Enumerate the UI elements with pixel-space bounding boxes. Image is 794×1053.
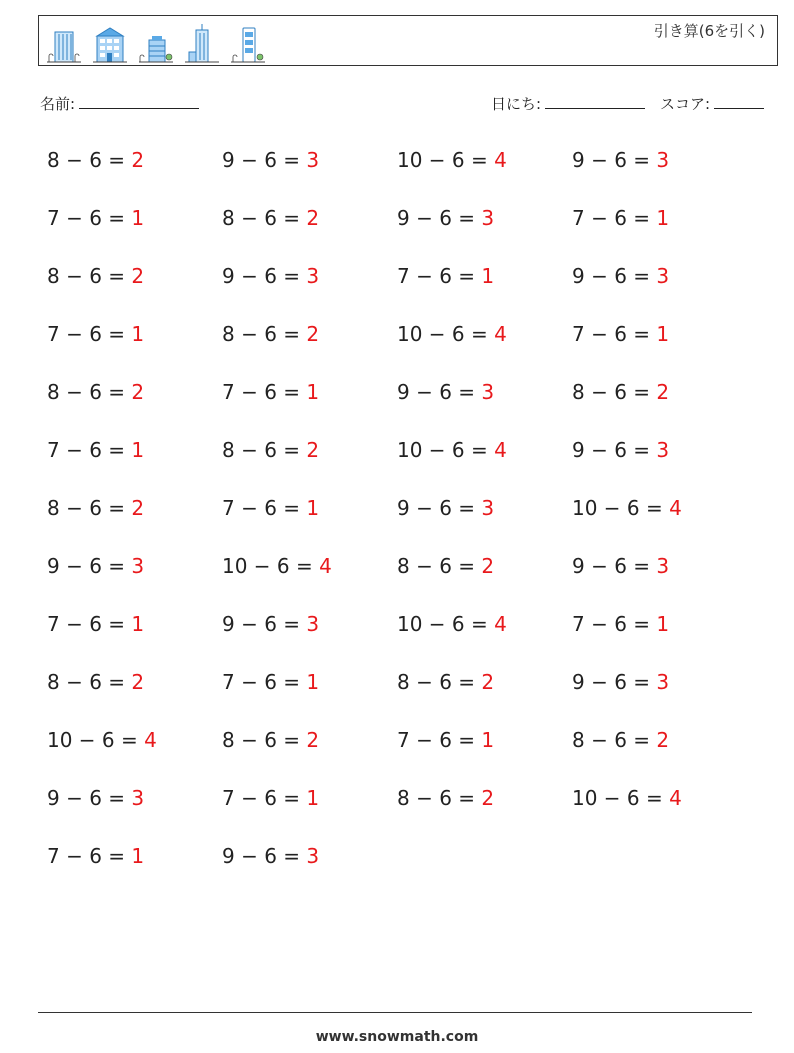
problem-answer: 1 [131, 612, 145, 636]
problem-question: 10 − 6 = [572, 786, 670, 810]
problem-item [397, 380, 494, 404]
problem-answer: 3 [656, 670, 670, 694]
problem-question: 8 − 6 = [222, 206, 307, 230]
problem-item [47, 206, 144, 230]
problem-answer: 3 [481, 380, 495, 404]
problem-question: 7 − 6 = [572, 612, 657, 636]
problem-answer: 2 [131, 148, 145, 172]
problem-question: 9 − 6 = [397, 206, 482, 230]
problem-item [572, 264, 669, 288]
problem-item [397, 264, 494, 288]
problem-answer: 1 [306, 496, 320, 520]
problem-question: 9 − 6 = [222, 264, 307, 288]
problem-item [397, 438, 507, 462]
problem-item [47, 612, 144, 636]
problem-item [572, 496, 682, 520]
problem-question: 10 − 6 = [222, 554, 320, 578]
problem-item [47, 496, 144, 520]
problem-question: 10 − 6 = [572, 496, 670, 520]
problem-item [222, 380, 319, 404]
problem-question: 9 − 6 = [572, 554, 657, 578]
problem-item [222, 206, 319, 230]
problem-answer: 2 [131, 496, 145, 520]
problem-item [397, 554, 494, 578]
problem-answer: 2 [656, 728, 670, 752]
problem-answer: 1 [656, 206, 670, 230]
header-box [38, 15, 778, 66]
score-label: スコア: [660, 95, 711, 113]
problem-question: 8 − 6 = [222, 728, 307, 752]
problem-answer: 3 [131, 786, 145, 810]
problem-question: 7 − 6 = [47, 438, 132, 462]
problem-answer: 2 [131, 670, 145, 694]
problem-answer: 1 [481, 264, 495, 288]
problem-question: 9 − 6 = [222, 844, 307, 868]
problem-answer: 2 [131, 380, 145, 404]
problem-item [222, 844, 319, 868]
problem-question: 7 − 6 = [222, 670, 307, 694]
problem-answer: 4 [494, 322, 507, 346]
problem-answer: 2 [481, 786, 495, 810]
problem-item [47, 670, 144, 694]
problem-question: 9 − 6 = [397, 380, 482, 404]
problem-question: 9 − 6 = [222, 148, 307, 172]
problem-item [572, 786, 682, 810]
problem-answer: 2 [131, 264, 145, 288]
problem-item [572, 148, 669, 172]
problem-item [47, 264, 144, 288]
problem-item [222, 264, 319, 288]
problem-item [222, 728, 319, 752]
date-field [491, 93, 645, 114]
problem-question: 9 − 6 = [572, 670, 657, 694]
problem-item [397, 728, 494, 752]
problem-item [47, 438, 144, 462]
problem-question: 7 − 6 = [222, 496, 307, 520]
problem-question: 10 − 6 = [397, 322, 495, 346]
problem-answer: 3 [306, 148, 320, 172]
problem-item [222, 554, 332, 578]
problem-question: 9 − 6 = [572, 264, 657, 288]
problem-question: 8 − 6 = [397, 786, 482, 810]
problem-question: 10 − 6 = [397, 148, 495, 172]
score-blank[interactable] [714, 94, 764, 109]
problem-item [47, 728, 157, 752]
problem-answer: 1 [131, 206, 145, 230]
problem-item [572, 438, 669, 462]
problem-answer: 1 [306, 786, 320, 810]
problem-item [397, 670, 494, 694]
problem-item [572, 612, 669, 636]
problem-item [572, 728, 669, 752]
problem-question: 8 − 6 = [47, 148, 132, 172]
problem-answer: 1 [306, 670, 320, 694]
problem-item [397, 322, 507, 346]
problem-answer: 3 [481, 496, 495, 520]
problem-question: 8 − 6 = [572, 380, 657, 404]
problem-question: 10 − 6 = [47, 728, 145, 752]
problem-answer: 3 [656, 148, 670, 172]
name-label: 名前: [40, 95, 76, 113]
problem-item [397, 148, 507, 172]
problem-answer: 2 [656, 380, 670, 404]
problem-item [47, 844, 144, 868]
problem-question: 9 − 6 = [572, 148, 657, 172]
problem-item [397, 612, 507, 636]
problem-answer: 1 [306, 380, 320, 404]
problem-answer: 3 [306, 264, 320, 288]
problem-question: 8 − 6 = [222, 322, 307, 346]
problem-answer: 4 [144, 728, 157, 752]
problem-question: 7 − 6 = [47, 844, 132, 868]
name-field [40, 93, 199, 114]
office-building-icon [45, 24, 83, 64]
problem-item [572, 206, 669, 230]
problem-question: 7 − 6 = [572, 322, 657, 346]
problem-item [47, 380, 144, 404]
problem-answer: 1 [131, 844, 145, 868]
problem-question: 7 − 6 = [397, 264, 482, 288]
footer-divider [38, 1012, 752, 1013]
name-blank[interactable] [79, 94, 199, 109]
problem-answer: 4 [319, 554, 332, 578]
problem-item [222, 438, 319, 462]
problem-item [222, 786, 319, 810]
problem-question: 7 − 6 = [397, 728, 482, 752]
problem-question: 7 − 6 = [222, 380, 307, 404]
problem-item [222, 148, 319, 172]
problem-question: 7 − 6 = [222, 786, 307, 810]
problem-answer: 4 [494, 612, 507, 636]
problem-question: 8 − 6 = [397, 554, 482, 578]
problem-item [47, 786, 144, 810]
problem-question: 9 − 6 = [397, 496, 482, 520]
problem-item [47, 554, 144, 578]
problem-answer: 1 [131, 438, 145, 462]
apartment-building-icon [91, 24, 129, 64]
problem-item [222, 322, 319, 346]
problem-question: 8 − 6 = [572, 728, 657, 752]
problem-item [47, 148, 144, 172]
problem-answer: 1 [656, 322, 670, 346]
problem-question: 10 − 6 = [397, 612, 495, 636]
problem-question: 7 − 6 = [47, 612, 132, 636]
date-blank[interactable] [545, 94, 645, 109]
problem-answer: 1 [481, 728, 495, 752]
problem-answer: 2 [306, 438, 320, 462]
problem-answer: 2 [306, 322, 320, 346]
problem-question: 9 − 6 = [572, 438, 657, 462]
problem-question: 8 − 6 = [397, 670, 482, 694]
problem-answer: 3 [306, 844, 320, 868]
problem-answer: 2 [306, 728, 320, 752]
problem-answer: 2 [306, 206, 320, 230]
problem-answer: 3 [656, 438, 670, 462]
problem-item [397, 496, 494, 520]
problem-item [222, 612, 319, 636]
problem-question: 8 − 6 = [47, 264, 132, 288]
problem-item [572, 380, 669, 404]
worksheet-title: 引き算(6を引く) [653, 22, 765, 40]
problem-item [47, 322, 144, 346]
problem-item [572, 554, 669, 578]
problem-question: 7 − 6 = [47, 322, 132, 346]
problem-answer: 2 [481, 554, 495, 578]
problem-answer: 4 [494, 148, 507, 172]
problem-item [397, 206, 494, 230]
problem-item [222, 496, 319, 520]
problem-answer: 3 [656, 264, 670, 288]
problem-question: 7 − 6 = [47, 206, 132, 230]
narrow-building-icon [229, 24, 267, 64]
problem-answer: 4 [669, 786, 682, 810]
problem-question: 9 − 6 = [47, 786, 132, 810]
problem-item [397, 786, 494, 810]
problem-question: 8 − 6 = [47, 496, 132, 520]
problem-item [222, 670, 319, 694]
problem-answer: 3 [131, 554, 145, 578]
small-building-icon [137, 24, 175, 64]
problem-answer: 2 [481, 670, 495, 694]
problem-question: 8 − 6 = [47, 380, 132, 404]
problem-question: 7 − 6 = [572, 206, 657, 230]
problem-answer: 3 [306, 612, 320, 636]
problem-answer: 4 [494, 438, 507, 462]
problem-answer: 1 [656, 612, 670, 636]
tower-building-icon [183, 24, 221, 64]
footer-url: www.snowmath.com [315, 1029, 479, 1045]
problem-question: 9 − 6 = [222, 612, 307, 636]
problem-answer: 3 [656, 554, 670, 578]
problem-question: 8 − 6 = [222, 438, 307, 462]
problem-answer: 1 [131, 322, 145, 346]
problem-item [572, 670, 669, 694]
problem-answer: 4 [669, 496, 682, 520]
problem-question: 10 − 6 = [397, 438, 495, 462]
problem-question: 8 − 6 = [47, 670, 132, 694]
date-label: 日にち: [491, 95, 542, 113]
problem-question: 9 − 6 = [47, 554, 132, 578]
problem-item [572, 322, 669, 346]
problem-answer: 3 [481, 206, 495, 230]
score-field [660, 93, 764, 114]
